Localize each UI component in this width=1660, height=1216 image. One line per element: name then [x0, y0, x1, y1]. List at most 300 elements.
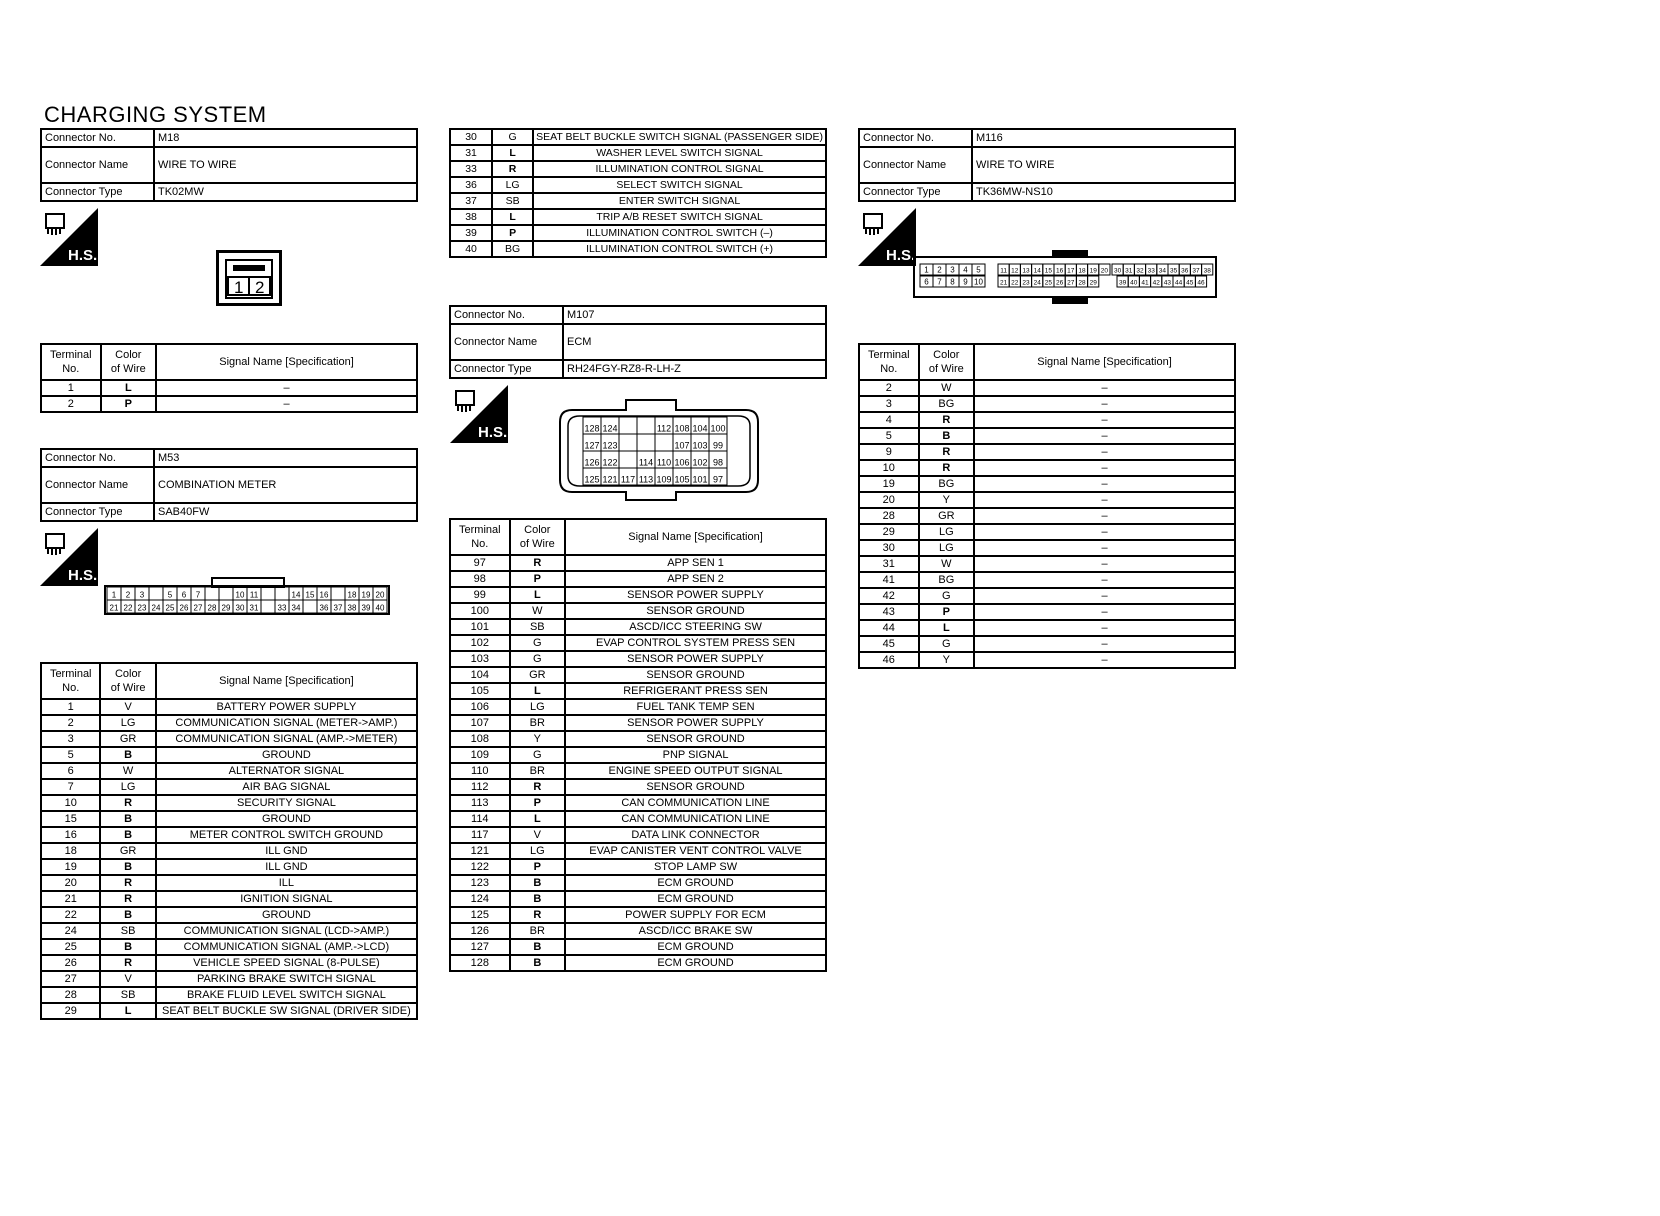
table-row [41, 1003, 417, 1019]
signal-name-cell: – [974, 588, 1235, 604]
terminal-no-cell: 25 [41, 939, 100, 955]
connector-type-label: Connector Type [450, 360, 563, 378]
signal-name-cell: COMMUNICATION SIGNAL (AMP.->LCD) [156, 939, 417, 955]
pin-label: 108 [674, 423, 690, 434]
signal-name-cell: – [974, 652, 1235, 668]
terminal-no-cell: 29 [859, 524, 919, 540]
table-row [41, 396, 417, 412]
table-row [450, 571, 826, 587]
hs-label: H.S. [68, 247, 98, 264]
wire-color-cell: P [510, 571, 565, 587]
connector-type-label: Connector Type [41, 503, 154, 521]
wire-color-cell: LG [492, 177, 533, 193]
signal-name-cell: – [974, 540, 1235, 556]
terminal-no-cell: 28 [41, 987, 100, 1003]
table-row [450, 651, 826, 667]
wire-color-cell: LG [100, 779, 155, 795]
terminal-no-cell: 38 [450, 209, 492, 225]
pin-label: 102 [692, 457, 708, 468]
wire-color-cell: Y [919, 492, 974, 508]
pin-cell [637, 417, 655, 434]
signal-name-cell: SENSOR GROUND [565, 667, 826, 683]
terminal-no-cell: 1 [41, 380, 101, 396]
m53-info-table [40, 448, 418, 522]
signal-name-cell: ECM GROUND [565, 875, 826, 891]
connector-no-label: Connector No. [41, 449, 154, 467]
pin-label: 121 [602, 474, 618, 485]
wire-color-cell: V [100, 971, 155, 987]
wire-color-cell: W [100, 763, 155, 779]
table-row [41, 907, 417, 923]
terminal-no-cell: 41 [859, 572, 919, 588]
hs-label: H.S. [68, 567, 98, 584]
signal-header: Signal Name [Specification] [565, 519, 826, 555]
table-row [859, 588, 1235, 604]
harness-side-icon [858, 208, 916, 266]
table-row [450, 699, 826, 715]
signal-name-cell: CAN COMMUNICATION LINE [565, 811, 826, 827]
signal-name-cell: ALTERNATOR SIGNAL [156, 763, 417, 779]
signal-name-cell: – [974, 396, 1235, 412]
table-row [450, 635, 826, 651]
pin-label: 29 [221, 603, 231, 613]
terminal-no-cell: 29 [41, 1003, 100, 1019]
terminal-no-cell: 24 [41, 923, 100, 939]
terminal-no-header: Terminal No. [41, 663, 100, 699]
harness-side-icon [450, 385, 508, 443]
terminal-no-cell: 31 [450, 145, 492, 161]
pin-label: 40 [1130, 279, 1138, 287]
terminal-no-cell: 103 [450, 651, 510, 667]
signal-name-cell: ILL GND [156, 843, 417, 859]
terminal-no-cell: 100 [450, 603, 510, 619]
signal-name-cell: – [156, 396, 417, 412]
pin-label: 16 [1055, 267, 1064, 275]
wire-color-cell: SB [510, 619, 565, 635]
pin-cell [275, 587, 289, 600]
pin-label: 113 [638, 474, 654, 485]
table-row [450, 939, 826, 955]
pin-cell [619, 451, 637, 468]
wire-color-cell: GR [100, 731, 155, 747]
connector-no-value: M18 [154, 129, 417, 147]
table-row [859, 476, 1235, 492]
pin-label: 39 [1118, 279, 1127, 287]
pin-label: 21 [109, 603, 119, 613]
table-row [859, 460, 1235, 476]
terminal-no-cell: 26 [41, 955, 100, 971]
color-header: Color of Wire [919, 344, 974, 380]
pin-label: 13 [1022, 267, 1030, 275]
pin-label: 17 [1067, 267, 1075, 275]
wire-color-cell: LG [510, 699, 565, 715]
pin-label: 104 [692, 423, 708, 434]
pin-label: 3 [950, 265, 955, 275]
pin-label: 1 [111, 590, 117, 600]
signal-header: Signal Name [Specification] [974, 344, 1235, 380]
wire-color-cell: P [510, 859, 565, 875]
table-row [859, 572, 1235, 588]
connector-name-label: Connector Name [41, 467, 154, 503]
pin-label: 46 [1197, 279, 1205, 287]
table-row [859, 412, 1235, 428]
table-row [450, 747, 826, 763]
terminal-no-cell: 15 [41, 811, 100, 827]
table-row [450, 715, 826, 731]
table-row [41, 987, 417, 1003]
wire-color-cell: W [510, 603, 565, 619]
terminal-no-cell: 102 [450, 635, 510, 651]
pin-label: 28 [1078, 279, 1086, 287]
pin-label: 124 [602, 423, 618, 434]
pin-cell [261, 600, 275, 613]
pin-label: 44 [1174, 279, 1183, 287]
table-row [41, 939, 417, 955]
signal-name-cell: SELECT SWITCH SIGNAL [533, 177, 826, 193]
wire-color-cell: G [492, 129, 533, 145]
signal-header: Signal Name [Specification] [156, 663, 417, 699]
m53-terminal-table-continued [449, 128, 827, 258]
pin-label: 1 [924, 265, 929, 275]
table-row [450, 193, 826, 209]
pin-cell [303, 600, 317, 613]
terminal-no-cell: 45 [859, 636, 919, 652]
pin-label: 8 [950, 277, 955, 287]
wire-color-cell: Y [510, 731, 565, 747]
pin-cell [149, 587, 163, 600]
table-row [450, 763, 826, 779]
signal-name-cell: EVAP CANISTER VENT CONTROL VALVE [565, 843, 826, 859]
m116-info-table [858, 128, 1236, 202]
terminal-no-cell: 19 [41, 859, 100, 875]
table-row [450, 129, 826, 145]
terminal-no-cell: 121 [450, 843, 510, 859]
terminal-no-header: Terminal No. [859, 344, 919, 380]
m53-connector-face [104, 576, 390, 616]
connector-name-value: ECM [563, 324, 826, 360]
wire-color-cell: BR [510, 763, 565, 779]
wire-color-cell: GR [100, 843, 155, 859]
table-row [859, 604, 1235, 620]
pin-label: 19 [1089, 267, 1097, 275]
signal-name-cell: PARKING BRAKE SWITCH SIGNAL [156, 971, 417, 987]
table-row [450, 555, 826, 571]
table-row [41, 731, 417, 747]
wire-color-cell: R [100, 795, 155, 811]
signal-name-cell: CAN COMMUNICATION LINE [565, 795, 826, 811]
terminal-no-cell: 37 [450, 193, 492, 209]
signal-name-cell: PNP SIGNAL [565, 747, 826, 763]
table-row [859, 556, 1235, 572]
terminal-no-cell: 30 [859, 540, 919, 556]
signal-name-cell: ASCD/ICC STEERING SW [565, 619, 826, 635]
terminal-no-cell: 2 [859, 380, 919, 396]
wire-color-cell: P [919, 604, 974, 620]
wire-color-cell: SB [492, 193, 533, 209]
table-row [41, 779, 417, 795]
m116-connector-face [912, 248, 1218, 306]
pin-label: 10 [235, 590, 245, 600]
wire-color-cell: L [510, 811, 565, 827]
signal-name-cell: REFRIGERANT PRESS SEN [565, 683, 826, 699]
pin-label: 43 [1163, 279, 1172, 287]
pin-label: 11 [1000, 267, 1007, 275]
wire-color-cell: LG [919, 524, 974, 540]
wire-color-cell: B [100, 859, 155, 875]
table-row [41, 923, 417, 939]
terminal-no-cell: 3 [859, 396, 919, 412]
connector-name-value: WIRE TO WIRE [154, 147, 417, 183]
signal-name-cell: SENSOR GROUND [565, 779, 826, 795]
pin-label: 16 [319, 590, 329, 600]
wire-color-cell: B [510, 955, 565, 971]
pin-label: 100 [710, 423, 726, 434]
hs-label: H.S. [478, 424, 508, 441]
signal-name-cell: – [974, 380, 1235, 396]
pin-label: 22 [1011, 279, 1019, 287]
color-header: Color of Wire [101, 344, 156, 380]
signal-name-cell: – [974, 556, 1235, 572]
signal-name-cell: COMMUNICATION SIGNAL (METER->AMP.) [156, 715, 417, 731]
table-row [859, 652, 1235, 668]
pin-label: 23 [137, 603, 147, 613]
wire-color-cell: SB [100, 987, 155, 1003]
table-row [41, 859, 417, 875]
page-title: CHARGING SYSTEM [44, 102, 267, 127]
signal-name-cell: SENSOR GROUND [565, 603, 826, 619]
pin-label: 26 [179, 603, 189, 613]
terminal-no-cell: 31 [859, 556, 919, 572]
terminal-no-cell: 20 [859, 492, 919, 508]
m18-pin: 1 [234, 278, 244, 297]
wire-color-cell: L [510, 587, 565, 603]
wire-color-cell: BG [492, 241, 533, 257]
terminal-no-cell: 99 [450, 587, 510, 603]
signal-name-cell: – [974, 492, 1235, 508]
wire-color-cell: B [100, 827, 155, 843]
pin-label: 24 [151, 603, 161, 613]
wire-color-cell: B [919, 428, 974, 444]
pin-label: 3 [139, 590, 145, 600]
connector-no-label: Connector No. [450, 306, 563, 324]
terminal-no-cell: 5 [41, 747, 100, 763]
terminal-no-cell: 44 [859, 620, 919, 636]
terminal-no-cell: 33 [450, 161, 492, 177]
connector-type-value: TK36MW-NS10 [972, 183, 1235, 201]
signal-name-cell: IGNITION SIGNAL [156, 891, 417, 907]
wire-color-cell: R [510, 779, 565, 795]
pin-label: 39 [361, 603, 371, 613]
pin-label: 19 [361, 590, 371, 600]
wire-color-cell: L [492, 209, 533, 225]
table-row [450, 779, 826, 795]
pin-label: 11 [249, 590, 259, 600]
wire-color-cell: L [510, 683, 565, 699]
pin-label: 123 [602, 440, 618, 451]
pin-label: 21 [999, 279, 1008, 287]
terminal-no-cell: 7 [41, 779, 100, 795]
signal-name-cell: – [974, 444, 1235, 460]
pin-cell [219, 587, 233, 600]
table-row [450, 603, 826, 619]
connector-no-value: M53 [154, 449, 417, 467]
terminal-no-cell: 126 [450, 923, 510, 939]
pin-label: 125 [584, 474, 600, 485]
pin-label: 126 [584, 457, 600, 468]
pin-label: 109 [656, 474, 672, 485]
terminal-no-cell: 108 [450, 731, 510, 747]
connector-name-value: WIRE TO WIRE [972, 147, 1235, 183]
wire-color-cell: GR [510, 667, 565, 683]
wire-color-cell: B [100, 939, 155, 955]
table-row [450, 683, 826, 699]
table-row [450, 811, 826, 827]
connector-no-label: Connector No. [859, 129, 972, 147]
m18-pin: 2 [255, 278, 265, 297]
wire-color-cell: LG [510, 843, 565, 859]
harness-side-icon [40, 208, 98, 266]
pin-cell [619, 434, 637, 451]
pin-label: 9 [963, 277, 968, 287]
pin-label: 24 [1033, 279, 1041, 287]
wire-color-cell: B [100, 907, 155, 923]
table-row [450, 209, 826, 225]
wire-color-cell: R [919, 444, 974, 460]
table-row [41, 699, 417, 715]
wire-color-cell: G [510, 635, 565, 651]
terminal-no-cell: 104 [450, 667, 510, 683]
terminal-no-cell: 123 [450, 875, 510, 891]
table-row [41, 875, 417, 891]
signal-name-cell: SENSOR POWER SUPPLY [565, 587, 826, 603]
connector-no-label: Connector No. [41, 129, 154, 147]
terminal-no-cell: 105 [450, 683, 510, 699]
table-row [859, 508, 1235, 524]
pin-label: 105 [674, 474, 690, 485]
connector-name-value: COMBINATION METER [154, 467, 417, 503]
terminal-no-cell: 9 [859, 444, 919, 460]
pin-label: 36 [319, 603, 329, 613]
pin-label: 25 [165, 603, 175, 613]
signal-name-cell: SENSOR POWER SUPPLY [565, 651, 826, 667]
table-row [450, 891, 826, 907]
terminal-no-header: Terminal No. [41, 344, 101, 380]
wire-color-cell: R [492, 161, 533, 177]
pin-label: 37 [1192, 267, 1200, 275]
table-row [450, 619, 826, 635]
wire-color-cell: GR [919, 508, 974, 524]
terminal-no-cell: 117 [450, 827, 510, 843]
table-row [859, 428, 1235, 444]
table-row [859, 492, 1235, 508]
terminal-no-cell: 109 [450, 747, 510, 763]
signal-name-cell: ILL [156, 875, 417, 891]
connector-no-value: M107 [563, 306, 826, 324]
pin-label: 101 [692, 474, 708, 485]
terminal-no-cell: 122 [450, 859, 510, 875]
terminal-no-cell: 4 [859, 412, 919, 428]
table-row [859, 636, 1235, 652]
wire-color-cell: P [510, 795, 565, 811]
pin-cell [637, 434, 655, 451]
wire-color-cell: R [100, 891, 155, 907]
wire-color-cell: L [101, 380, 156, 396]
signal-name-cell: ILL GND [156, 859, 417, 875]
terminal-no-cell: 2 [41, 396, 101, 412]
terminal-no-cell: 98 [450, 571, 510, 587]
terminal-no-cell: 124 [450, 891, 510, 907]
m18-connector-face [216, 250, 282, 306]
signal-name-cell: GROUND [156, 907, 417, 923]
m107-connector-face [556, 396, 762, 504]
table-row [41, 955, 417, 971]
pin-label: 18 [1078, 267, 1086, 275]
pin-cell [261, 587, 275, 600]
pin-label: 14 [1033, 267, 1041, 275]
terminal-no-cell: 19 [859, 476, 919, 492]
table-row [450, 587, 826, 603]
signal-name-cell: BATTERY POWER SUPPLY [156, 699, 417, 715]
signal-name-cell: – [974, 620, 1235, 636]
pin-label: 18 [347, 590, 357, 600]
terminal-no-cell: 113 [450, 795, 510, 811]
connector-type-label: Connector Type [41, 183, 154, 201]
terminal-no-cell: 42 [859, 588, 919, 604]
wire-color-cell: R [919, 460, 974, 476]
table-row [450, 225, 826, 241]
pin-label: 35 [1169, 267, 1178, 275]
pin-label: 45 [1186, 279, 1194, 287]
pin-label: 114 [638, 457, 654, 468]
pin-label: 30 [1113, 267, 1122, 275]
pin-label: 5 [976, 265, 981, 275]
m107-terminal-table [449, 518, 827, 972]
wire-color-cell: G [510, 747, 565, 763]
signal-header: Signal Name [Specification] [156, 344, 417, 380]
signal-name-cell: APP SEN 2 [565, 571, 826, 587]
terminal-no-cell: 97 [450, 555, 510, 571]
wire-color-cell: SB [100, 923, 155, 939]
pin-label: 33 [277, 603, 287, 613]
signal-name-cell: ILLUMINATION CONTROL SWITCH (–) [533, 225, 826, 241]
table-row [859, 380, 1235, 396]
wire-color-cell: W [919, 380, 974, 396]
pin-label: 36 [1181, 267, 1189, 275]
pin-label: 7 [195, 590, 201, 600]
signal-name-cell: – [974, 508, 1235, 524]
signal-name-cell: POWER SUPPLY FOR ECM [565, 907, 826, 923]
terminal-no-cell: 128 [450, 955, 510, 971]
pin-label: 15 [1044, 267, 1053, 275]
table-row [450, 667, 826, 683]
terminal-no-cell: 28 [859, 508, 919, 524]
pin-label: 27 [1067, 279, 1075, 287]
table-row [41, 971, 417, 987]
signal-name-cell: – [974, 476, 1235, 492]
table-row [859, 396, 1235, 412]
terminal-no-cell: 16 [41, 827, 100, 843]
signal-name-cell: ASCD/ICC BRAKE SW [565, 923, 826, 939]
connector-type-value: RH24FGY-RZ8-R-LH-Z [563, 360, 826, 378]
table-row [859, 444, 1235, 460]
pin-label: 31 [249, 603, 259, 613]
terminal-no-cell: 10 [41, 795, 100, 811]
pin-label: 7 [937, 277, 942, 287]
pin-label: 4 [963, 265, 968, 275]
color-header: Color of Wire [510, 519, 565, 555]
table-row [450, 843, 826, 859]
terminal-no-cell: 110 [450, 763, 510, 779]
